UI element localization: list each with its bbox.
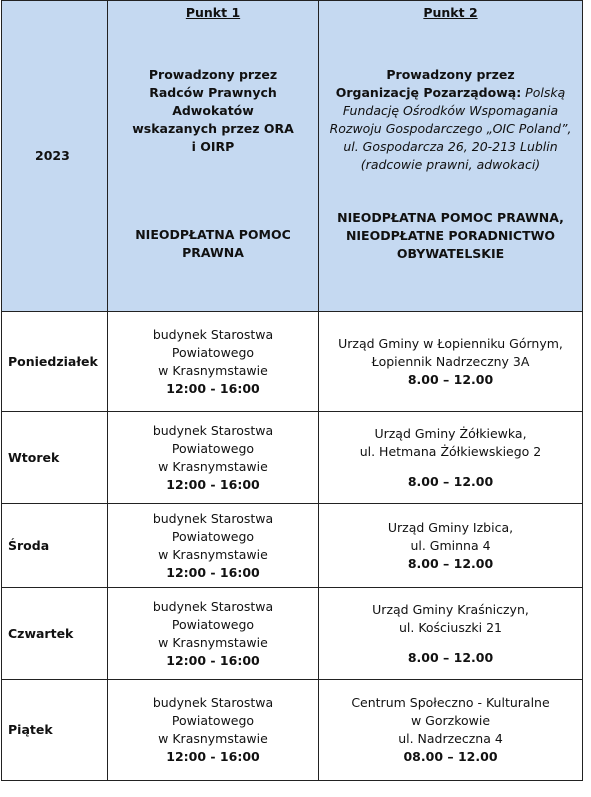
- punkt2-service: NIEODPŁATNA POMOC PRAWNA, NIEODPŁATNE PORADNICTWO OBYWATELSKIE: [337, 210, 564, 261]
- punkt1-hours: 12:00 - 16:00: [166, 749, 260, 764]
- punkt2-hours: 8.00 – 12.00: [407, 371, 494, 387]
- punkt2-cell: Urząd Gminy w Łopienniku Górnym, Łopiennik Nadrzeczny 3A 8.00 – 12.00: [319, 312, 583, 412]
- punkt2-hours: 8.00 – 12.00: [407, 649, 494, 665]
- punkt2-hours: 8.00 – 12.00: [407, 473, 494, 489]
- punkt2-cell: Centrum Społeczno - Kulturalne w Gorzkowie ul. Nadrzeczna 4 08.00 – 12.00: [319, 680, 583, 781]
- table-row: [2, 588, 583, 680]
- punkt2-description: Prowadzony przez Organizację Pozarządową: Polską Fundację Ośrodków Wspomagania Rozwoju Gospodarczego „OIC Poland”, ul. Gospodarcza 26, 20-213 Lublin (radcowie prawni, adwokaci): [329, 67, 572, 172]
- year-cell: [2, 1, 108, 312]
- punkt2-cell: Urząd Gminy Żółkiewka, ul. Hetmana Żółkiewskiego 2 8.00 – 12.00: [319, 412, 583, 504]
- punkt1-cell: budynek Starostwa Powiatowego w Krasnymstawie 12:00 - 16:00: [108, 504, 319, 588]
- table-row: [2, 680, 583, 781]
- day-label: Czwartek: [2, 588, 108, 680]
- table-row: [2, 412, 583, 504]
- punkt1-service: NIEODPŁATNA POMOC PRAWNA: [135, 227, 291, 260]
- day-label: Piątek: [2, 680, 108, 781]
- schedule-table: [1, 0, 583, 781]
- punkt1-hours: 12:00 - 16:00: [166, 564, 260, 580]
- punkt2-hours: 08.00 – 12.00: [403, 749, 498, 764]
- punkt2-header: [319, 1, 583, 312]
- table-row: [2, 504, 583, 588]
- punkt2-cell: Urząd Gminy Izbica, ul. Gminna 4 8.00 – 12.00: [319, 504, 583, 588]
- punkt2-hours: 8.00 – 12.00: [407, 555, 494, 571]
- header-row: [2, 1, 583, 312]
- punkt1-cell: budynek Starostwa Powiatowego w Krasnymstawie 12:00 - 16:00: [108, 588, 319, 680]
- punkt1-hours: 12:00 - 16:00: [166, 652, 260, 668]
- punkt1-cell: budynek Starostwa Powiatowego w Krasnymstawie 12:00 - 16:00: [108, 312, 319, 412]
- day-label: Poniedziałek: [2, 312, 108, 412]
- table-row: [2, 312, 583, 412]
- day-label: Środa: [2, 504, 108, 588]
- punkt1-header: [108, 1, 319, 312]
- punkt1-title: Punkt 1: [185, 5, 241, 20]
- punkt1-cell: budynek Starostwa Powiatowego w Krasnymstawie 12:00 - 16:00: [108, 412, 319, 504]
- punkt2-title: Punkt 2: [423, 5, 478, 20]
- day-label: Wtorek: [2, 412, 108, 504]
- punkt1-cell: budynek Starostwa Powiatowego w Krasnymstawie 12:00 - 16:00: [108, 680, 319, 781]
- year-label: 2023: [35, 148, 70, 163]
- punkt1-hours: 12:00 - 16:00: [166, 380, 260, 396]
- punkt2-cell: Urząd Gminy Kraśniczyn, ul. Kościuszki 21 8.00 – 12.00: [319, 588, 583, 680]
- punkt1-hours: 12:00 - 16:00: [166, 476, 260, 492]
- punkt1-description: Prowadzony przez Radców Prawnych Adwokatów wskazanych przez ORA i OIRP: [132, 67, 294, 154]
